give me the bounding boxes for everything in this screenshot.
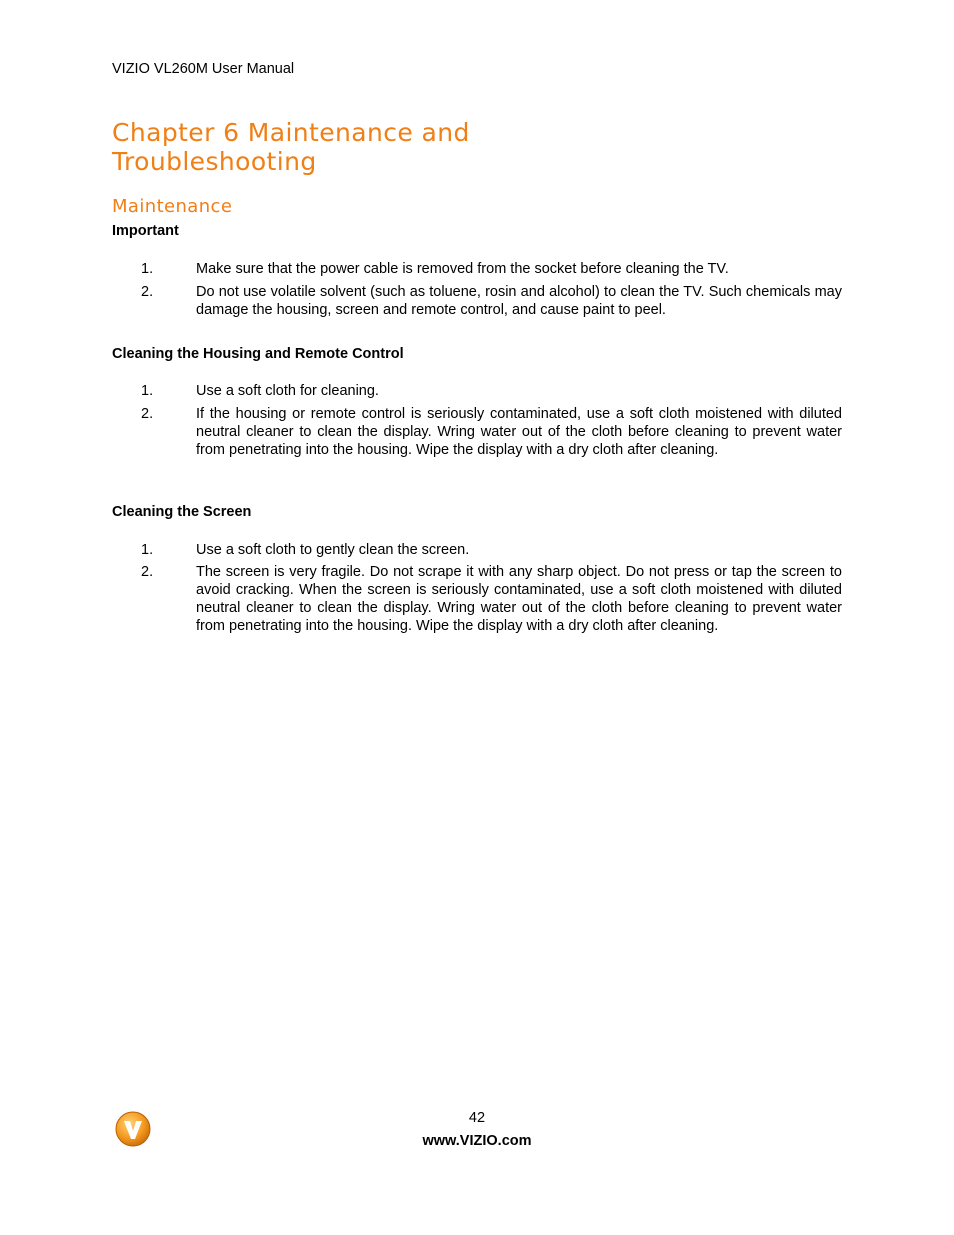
list-item	[112, 260, 842, 278]
list-item	[112, 382, 842, 400]
list-item-number: 1.	[141, 261, 154, 277]
list-item-text: Use a soft cloth to gently clean the screen.	[196, 542, 470, 558]
list-item	[112, 283, 842, 319]
page-number: 42	[468, 1110, 486, 1126]
list-item-number: 2.	[141, 406, 154, 422]
footer-url: www.VIZIO.com	[422, 1133, 532, 1149]
housing-heading: Cleaning the Housing and Remote Control	[112, 346, 404, 362]
list-item-number: 1.	[141, 383, 154, 399]
list-item-text: If the housing or remote control is seriously contaminated, use a soft cloth moistened with diluted neutral cleaner to clean the display. Wring water out of the cloth before cleaning to prevent water from penetrating into the housing. Wipe the display with a dry cloth after cleaning.	[196, 406, 842, 458]
list-item-text: Make sure that the power cable is removed from the socket before cleaning the TV.	[196, 261, 729, 277]
list-item-number: 1.	[141, 542, 154, 558]
list-item	[112, 563, 842, 635]
screen-heading: Cleaning the Screen	[112, 504, 252, 520]
section-title: Maintenance	[112, 196, 233, 217]
list-item-text: Use a soft cloth for cleaning.	[196, 383, 379, 399]
document-header: VIZIO VL260M User Manual	[112, 61, 295, 77]
list-item	[112, 541, 842, 559]
list-item-text: Do not use volatile solvent (such as toluene, rosin and alcohol) to clean the TV. Such chemicals may damage the housing, screen and remote control, and cause paint to peel.	[196, 284, 842, 318]
list-item-number: 2.	[141, 284, 154, 300]
list-item-number: 2.	[141, 564, 154, 580]
list-item-text: The screen is very fragile. Do not scrape it with any sharp object. Do not press or tap the screen to avoid cracking. When the screen is seriously contaminated, use a soft cloth moistened with diluted neutral cleaner to clean the display. Wring water out of the cloth before cleaning to prevent water from penetrating into the housing. Wipe the display with a dry cloth after cleaning.	[196, 564, 842, 634]
chapter-title-line1: Chapter 6 Maintenance and	[112, 118, 470, 147]
list-item	[112, 405, 842, 459]
chapter-title	[112, 118, 632, 176]
important-heading: Important	[112, 223, 179, 239]
chapter-title-line2: Troubleshooting	[112, 147, 317, 176]
